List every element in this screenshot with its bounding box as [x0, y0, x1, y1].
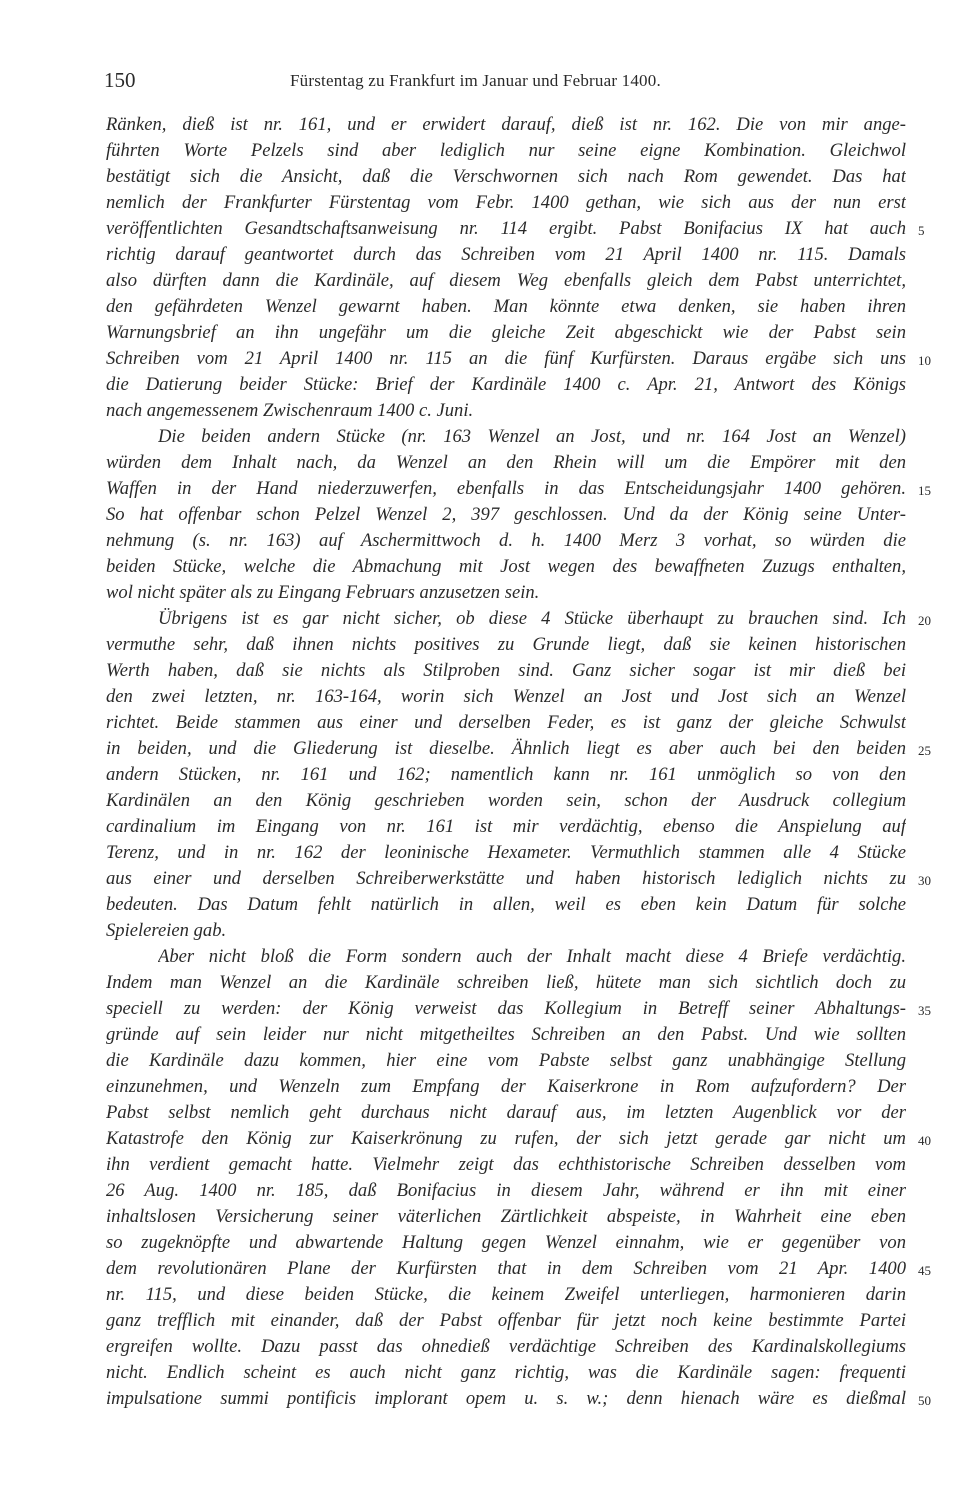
text-line: nicht. Endlich scheint es auch nicht ganz richtig, was die Kardinäle sagen: frequenti — [106, 1362, 906, 1383]
text-line: Warnungsbrief an ihn ungefähr um die gleiche Zeit abgeschickt wie der Pabst sein — [106, 322, 906, 343]
text-line: Kardinälen an den König geschrieben worden sein, schon der Ausdruck collegium — [106, 790, 906, 811]
margin-line-number: 50 — [918, 1393, 931, 1408]
text-line: einzunehmen, und Wenzeln zum Empfang der Kaiserkrone in Rom aufzufordern? Der — [106, 1076, 906, 1097]
text-line: die Datierung beider Stücke: Brief der Kardinäle 1400 c. Apr. 21, Antwort des Königs — [106, 374, 906, 395]
text-line: Indem man Wenzel an die Kardinäle schreiben ließ, hütete man sich sichtlich doch zu — [106, 972, 906, 993]
text-line: dem revolutionären Plane der Kurfürsten that in dem Schreiben vom 21 Apr. 1400 — [106, 1258, 906, 1279]
text-line: nach angemessenem Zwischenraum 1400 c. Juni. — [106, 400, 474, 421]
text-line: Schreiben vom 21 April 1400 nr. 115 an die fünf Kurfürsten. Daraus ergäbe sich uns — [106, 348, 906, 369]
text-line: So hat offenbar schon Pelzel Wenzel 2, 397 geschlossen. Und da der König seine Unter- — [106, 504, 906, 525]
text-line: bestätigt sich die Ansicht, daß die Verschwornen sich nach Rom gewendet. Das hat — [106, 166, 906, 187]
text-line: Aber nicht bloß die Form sondern auch der Inhalt macht diese 4 Briefe verdächtig. — [158, 946, 906, 967]
text-line: wol nicht später als zu Eingang Februars anzusetzen sein. — [106, 582, 540, 603]
text-line: vermuthe sehr, daß ihnen nichts positives zu Grunde liegt, daß sie keinen historischen — [106, 634, 906, 655]
text-line: in beiden, und die Gliederung ist dieselbe. Ähnlich liegt es aber auch bei den beiden — [106, 738, 906, 759]
text-line: Pabst selbst nemlich geht durchaus nicht darauf aus, im letzten Augenblick vor der — [106, 1102, 906, 1123]
text-line: Die beiden andern Stücke (nr. 163 Wenzel an Jost, und nr. 164 Jost an Wenzel) — [158, 426, 906, 447]
text-line: cardinalium im Eingang von nr. 161 ist mir verdächtig, ebenso die Anspielung auf — [106, 816, 906, 837]
text-line: Waffen in der Hand niederzuwerfen, ebenfalls in das Entscheidungsjahr 1400 gehören. — [106, 478, 906, 499]
text-line: impulsatione summi pontificis implorant opem u. s. w.; denn hienach wäre es dießmal — [106, 1388, 906, 1409]
text-line: so zugeknöpfte und abwartende Haltung gegen Wenzel einnahm, wie er gegenüber von — [106, 1232, 906, 1253]
text-line: nr. 115, und diese beiden Stücke, die keinem Zweifel unterliegen, harmonieren darin — [106, 1284, 906, 1305]
text-line: die Kardinäle dazu kommen, hier eine vom Pabste selbst ganz unabhängige Stellung — [106, 1050, 906, 1071]
text-line: andern Stücken, nr. 161 und 162; namentlich kann nr. 161 unmöglich so von den — [106, 764, 906, 785]
text-line: Ränken, dieß ist nr. 161, und er erwidert darauf, dieß ist nr. 162. Die von mir ange- — [106, 114, 906, 135]
text-line: führten Worte Pelzels sind aber lediglich nur seine eigne Kombination. Gleichwol — [106, 140, 906, 161]
text-line: den zwei letzten, nr. 163-164, worin sich Wenzel an Jost und Jost sich an Wenzel — [106, 686, 906, 707]
text-line: Werth haben, daß sie nichts als Stilproben sind. Ganz sicher sogar ist mir dieß bei — [106, 660, 906, 681]
text-line: also dürften dann die Kardinäle, auf diesem Weg ebenfalls gleich dem Pabst unterrichtet, — [106, 270, 906, 291]
margin-line-number: 10 — [918, 353, 931, 368]
margin-line-number: 25 — [918, 743, 931, 758]
text-line: Terenz, und in nr. 162 der leoninische Hexameter. Vermuthlich stammen alle 4 Stücke — [106, 842, 906, 863]
margin-line-number: 15 — [918, 483, 931, 498]
text-line: nemlich der Frankfurter Fürstentag vom Febr. 1400 gethan, wie sich aus der nun erst — [106, 192, 906, 213]
running-title: Fürstentag zu Frankfurt im Januar und Februar 1400. — [290, 71, 661, 90]
text-line: nehmung (s. nr. 163) auf Aschermittwoch d. h. 1400 Merz 3 vorhat, so würden die — [106, 530, 906, 551]
margin-line-number: 40 — [918, 1133, 931, 1148]
text-line: ihn verdient gemacht hatte. Vielmehr zeigt das echthistorische Schreiben desselben vom — [106, 1154, 906, 1175]
margin-line-number: 30 — [918, 873, 931, 888]
text-line: Spielereien gab. — [106, 920, 227, 941]
page-number: 150 — [104, 68, 136, 92]
text-line: bedeuten. Das Datum fehlt natürlich in allen, weil es eben kein Datum für solche — [106, 894, 906, 915]
margin-line-number: 20 — [918, 613, 931, 628]
text-line: Katastrofe den König zur Kaiserkrönung zu rufen, der sich jetzt gerade gar nicht um — [106, 1128, 906, 1149]
margin-line-number: 45 — [918, 1263, 931, 1278]
text-line: beiden Stücke, welche die Abmachung mit Jost wegen des bewaffneten Zuzugs enthalten, — [106, 556, 906, 577]
text-line: ergreifen wollte. Dazu passt das ohnedieß verdächtige Schreiben des Kardinalskollegiums — [106, 1336, 906, 1357]
margin-line-number: 5 — [918, 223, 925, 238]
text-line: inhaltslosen Versicherung seiner väterlichen Zärtlichkeit abspeiste, in Wahrheit eine eben — [106, 1206, 906, 1227]
text-line: ganz trefflich mit einander, daß der Pabst offenbar für jetzt noch keine bestimmte Partei — [106, 1310, 906, 1331]
text-line: den gefährdeten Wenzel gewarnt haben. Man könnte etwa denken, sie haben ihren — [106, 296, 906, 317]
text-line: speciell zu werden: der König verweist das Kollegium in Betreff seiner Abhaltungs- — [106, 998, 906, 1019]
text-line: Übrigens ist es gar nicht sicher, ob diese 4 Stücke überhaupt zu brauchen sind. Ich — [158, 608, 906, 629]
text-line: veröffentlichten Gesandtschaftsanweisung nr. 114 ergibt. Pabst Bonifacius IX hat auch — [106, 218, 906, 239]
text-line: aus einer und derselben Schreiberwerkstätte und haben historisch lediglich nichts zu — [106, 868, 906, 889]
text-line: richtet. Beide stammen aus einer und derselben Feder, es ist ganz der gleiche Schwulst — [106, 712, 906, 733]
text-line: richtig darauf geantwortet durch das Schreiben vom 21 April 1400 nr. 115. Damals — [106, 244, 906, 265]
margin-line-number: 35 — [918, 1003, 931, 1018]
text-line: 26 Aug. 1400 nr. 185, daß Bonifacius in diesem Jahr, während er ihn mit einer — [106, 1180, 906, 1201]
text-line: würden dem Inhalt nach, da Wenzel an den Rhein will um die Empörer mit den — [106, 452, 906, 473]
text-line: gründe auf sein leider nur nicht mitgetheiltes Schreiben an den Pabst. Und wie sollten — [106, 1024, 906, 1045]
